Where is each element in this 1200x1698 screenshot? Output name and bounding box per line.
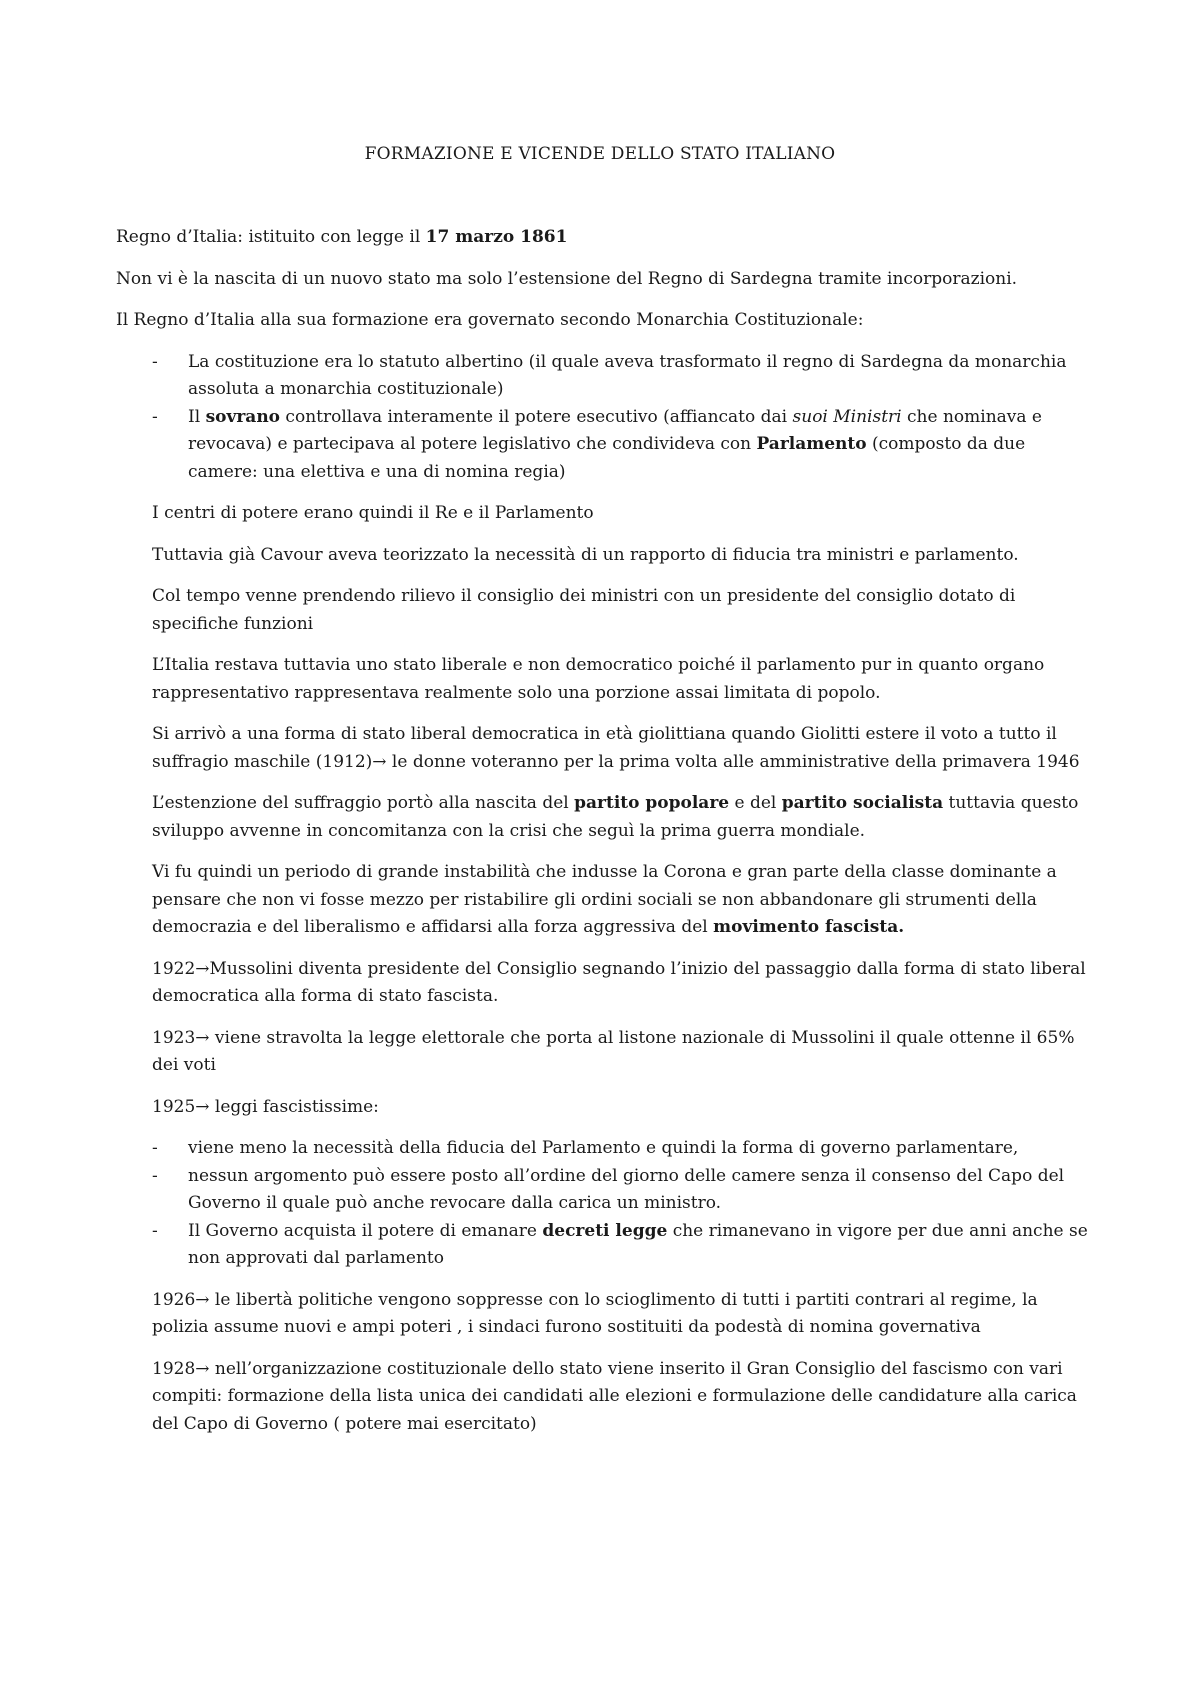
paragraph-regno: Regno d’Italia: istituito con legge il 17 marzo 1861: [116, 227, 568, 247]
list-item: - viene meno la necessità della fiducia del Parlamento e quindi la forma di governo parlamentare,: [116, 1135, 1096, 1163]
paragraph-liberale: L’Italia restava tuttavia uno stato liberale e non democratico poiché il parlamento pur in quanto organo rappresentativo rappresentava realmente solo una porzione assai limitata di popolo.: [152, 655, 1045, 703]
document-body: [116, 224, 1096, 1452]
paragraph-1922: 1922→Mussolini diventa presidente del Consiglio segnando l’inizio del passaggio dalla forma di stato liberal democratica alla forma di stato fascista.: [152, 958, 1086, 1006]
list-monarchia: [116, 349, 1096, 487]
paragraph-suffragio: L’estenzione del suffraggio portò alla nascita del partito popolare e del partito socialista tuttavia questo sviluppo avvenne in concomitanza con la crisi che seguì la prima guerra mondiale.: [152, 793, 1079, 841]
paragraph-monarchia: Il Regno d’Italia alla sua formazione era governato secondo Monarchia Costituzionale:: [116, 310, 864, 330]
list-item: - Il sovrano controllava interamente il potere esecutivo (affiancato dai suoi Ministri che nominava e revocava) e partecipava al potere legislativo che condivideva con Parlamento (composto da due camere: una elettiva e una di nomina regia): [116, 404, 1096, 487]
paragraph-1928: 1928→ nell’organizzazione costituzionale dello stato viene inserito il Gran Consiglio del fascismo con vari compiti: formazione della lista unica dei candidati alle elezioni e formulazione delle candidature alla carica del Capo di Governo ( potere mai esercitato): [152, 1358, 1077, 1434]
list-item: - La costituzione era lo statuto albertino (il quale aveva trasformato il regno di Sardegna da monarchia assoluta a monarchia costituzionale): [116, 349, 1096, 404]
document-title: FORMAZIONE E VICENDE DELLO STATO ITALIANO: [364, 144, 836, 164]
paragraph-giolitti: Si arrivò a una forma di stato liberal democratica in età giolittiana quando Giolitti estere il voto a tutto il suffragio maschile (1912)→ le donne voteranno per la prima volta alle amministrative della primavera 1946: [152, 724, 1080, 772]
paragraph-1925: 1925→ leggi fascistissime:: [152, 1096, 379, 1117]
paragraph-1926: 1926→ le libertà politiche vengono soppresse con lo scioglimento di tutti i partiti contrari al regime, la polizia assume nuovi e ampi poteri , i sindaci furono sostituiti da podestà di nomina governativa: [152, 1289, 1038, 1337]
paragraph-instabilita: Vi fu quindi un periodo di grande instabilità che indusse la Corona e gran parte della classe dominante a pensare che non vi fosse mezzo per ristabilire gli ordini sociali se non abbandonare gli strumenti della democrazia e del liberalismo e affidarsi alla forza aggressiva del movimento fascista.: [152, 862, 1057, 937]
paragraph-consiglio: Col tempo venne prendendo rilievo il consiglio dei ministri con un presidente del consiglio dotato di specifiche funzioni: [152, 586, 1016, 634]
paragraph-centri: I centri di potere erano quindi il Re e il Parlamento: [152, 503, 594, 523]
date-bold: 17 marzo 1861: [425, 227, 568, 247]
list-leggi-fascistissime: [116, 1135, 1096, 1273]
paragraph-cavour: Tuttavia già Cavour aveva teorizzato la necessità di un rapporto di fiducia tra ministri e parlamento.: [152, 544, 1019, 565]
list-item: - Il Governo acquista il potere di emanare decreti legge che rimanevano in vigore per due anni anche se non approvati dal parlamento: [116, 1218, 1096, 1273]
paragraph-estensione: Non vi è la nascita di un nuovo stato ma solo l’estensione del Regno di Sardegna tramite incorporazioni.: [116, 268, 1018, 289]
paragraph-1923: 1923→ viene stravolta la legge elettorale che porta al listone nazionale di Mussolini il quale ottenne il 65% dei voti: [152, 1027, 1075, 1075]
list-item: - nessun argomento può essere posto all’ordine del giorno delle camere senza il consenso del Capo del Governo il quale può anche revocare dalla carica un ministro.: [116, 1163, 1096, 1218]
